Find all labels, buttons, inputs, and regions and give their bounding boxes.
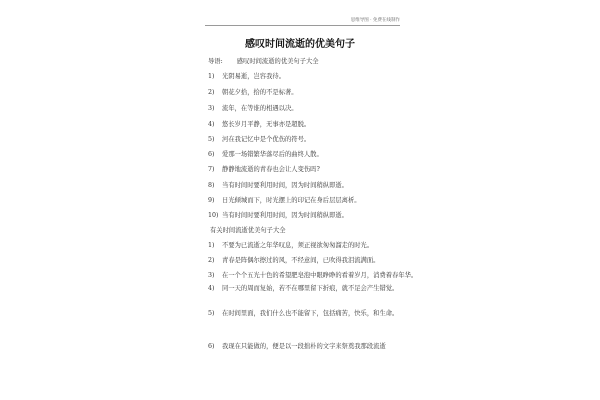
list-item-text: 青春是阵偶尔擦过的风，不经意间，已吹得我泪流满面。: [222, 257, 380, 264]
list-item-number: 1): [208, 242, 215, 249]
list-item-text: 日光倾城而下，时光摆上的印记在身后层层离析。: [222, 197, 361, 204]
intro-title: 感叹时间流逝的优美句子大全: [236, 58, 319, 65]
list-item: [208, 197, 408, 205]
list-item-number: 4): [208, 285, 215, 292]
list-item-text: 我现在只能做的，便是以一段拙朴的文字来祭奠我那段流逝: [222, 343, 386, 350]
list-item-number: 7): [208, 166, 215, 173]
list-item: [208, 343, 408, 351]
list-item: [208, 105, 408, 113]
page-title: 感叹时间流逝的优美句子: [245, 39, 355, 50]
list-item: [208, 285, 400, 293]
list-item-text: 在一个个五光十色的希望肥皂泡中眼睁睁的看着岁月，消费着春年华。: [222, 272, 418, 279]
header-note: 思维导图 · 免费在线制作: [350, 18, 400, 23]
intro-line: [208, 58, 408, 66]
list-item-text: 静静地流逝的青春也会让人变伤吗?: [222, 166, 320, 173]
list-item-number: 6): [208, 151, 215, 158]
list-item-number: 3): [208, 105, 215, 112]
list-item-number: 6): [208, 343, 215, 350]
list-item-text: 当有时间时要利用时间，因为时间稍纵即逝。: [222, 212, 348, 219]
list-item-text: 在时间里面，我们什么也不能留下，包括痛苦，快乐，和生命。: [222, 310, 399, 317]
list-item-text: 光阴易逝，岂容我待。: [222, 73, 285, 80]
list-item-number: 9): [208, 197, 215, 204]
list-item: [208, 73, 408, 81]
list-item-text: 当有时间时要利用时间，因为时间稍纵即逝。: [222, 182, 348, 189]
list-item-number: 1): [208, 73, 215, 80]
list-item: [208, 182, 408, 190]
list-item-number: 2): [208, 257, 215, 264]
list-item: [208, 166, 408, 174]
list-item: [208, 136, 408, 144]
list-item-text: 不要为已流逝之年华叹息，须正视欲匆匆溜走的时光。: [222, 242, 374, 249]
section-title: 有关时间流逝优美句子大全: [210, 227, 286, 234]
list-item: [208, 89, 408, 97]
list-item-text: 流年，在等谁的相遇以决。: [222, 105, 298, 112]
list-item-text: 悠长岁月平静，无事亦是超脱。: [222, 121, 311, 128]
list-item-number: 5): [208, 136, 215, 143]
list-item-number: 8): [208, 182, 215, 189]
list-item-number: 10): [208, 212, 219, 219]
list-item: [208, 212, 408, 220]
list-item: [208, 121, 408, 129]
list-item: [208, 310, 400, 318]
list-item-number: 2): [208, 89, 215, 96]
list-item-number: 4): [208, 121, 215, 128]
list-item-text: 爱那一场错繁华落尽后的曲终人散。: [222, 151, 323, 158]
list-item-text: 朝花夕拾，拾的不是标著。: [222, 89, 298, 96]
list-item: [208, 151, 408, 159]
header-divider: [205, 25, 400, 26]
list-item-number: 3): [208, 272, 215, 279]
list-item-text: 河在我记忆中是个优伤的符号。: [222, 136, 311, 143]
list-item-number: 5): [208, 310, 215, 317]
list-item: [208, 242, 408, 250]
list-item: [208, 272, 418, 280]
list-item-text: 同一天的周而复始，若不在哪里留下折痕，就不足会产生错觉。: [222, 285, 399, 292]
intro-prefix: 导语:: [208, 58, 223, 65]
list-item: [208, 257, 408, 265]
